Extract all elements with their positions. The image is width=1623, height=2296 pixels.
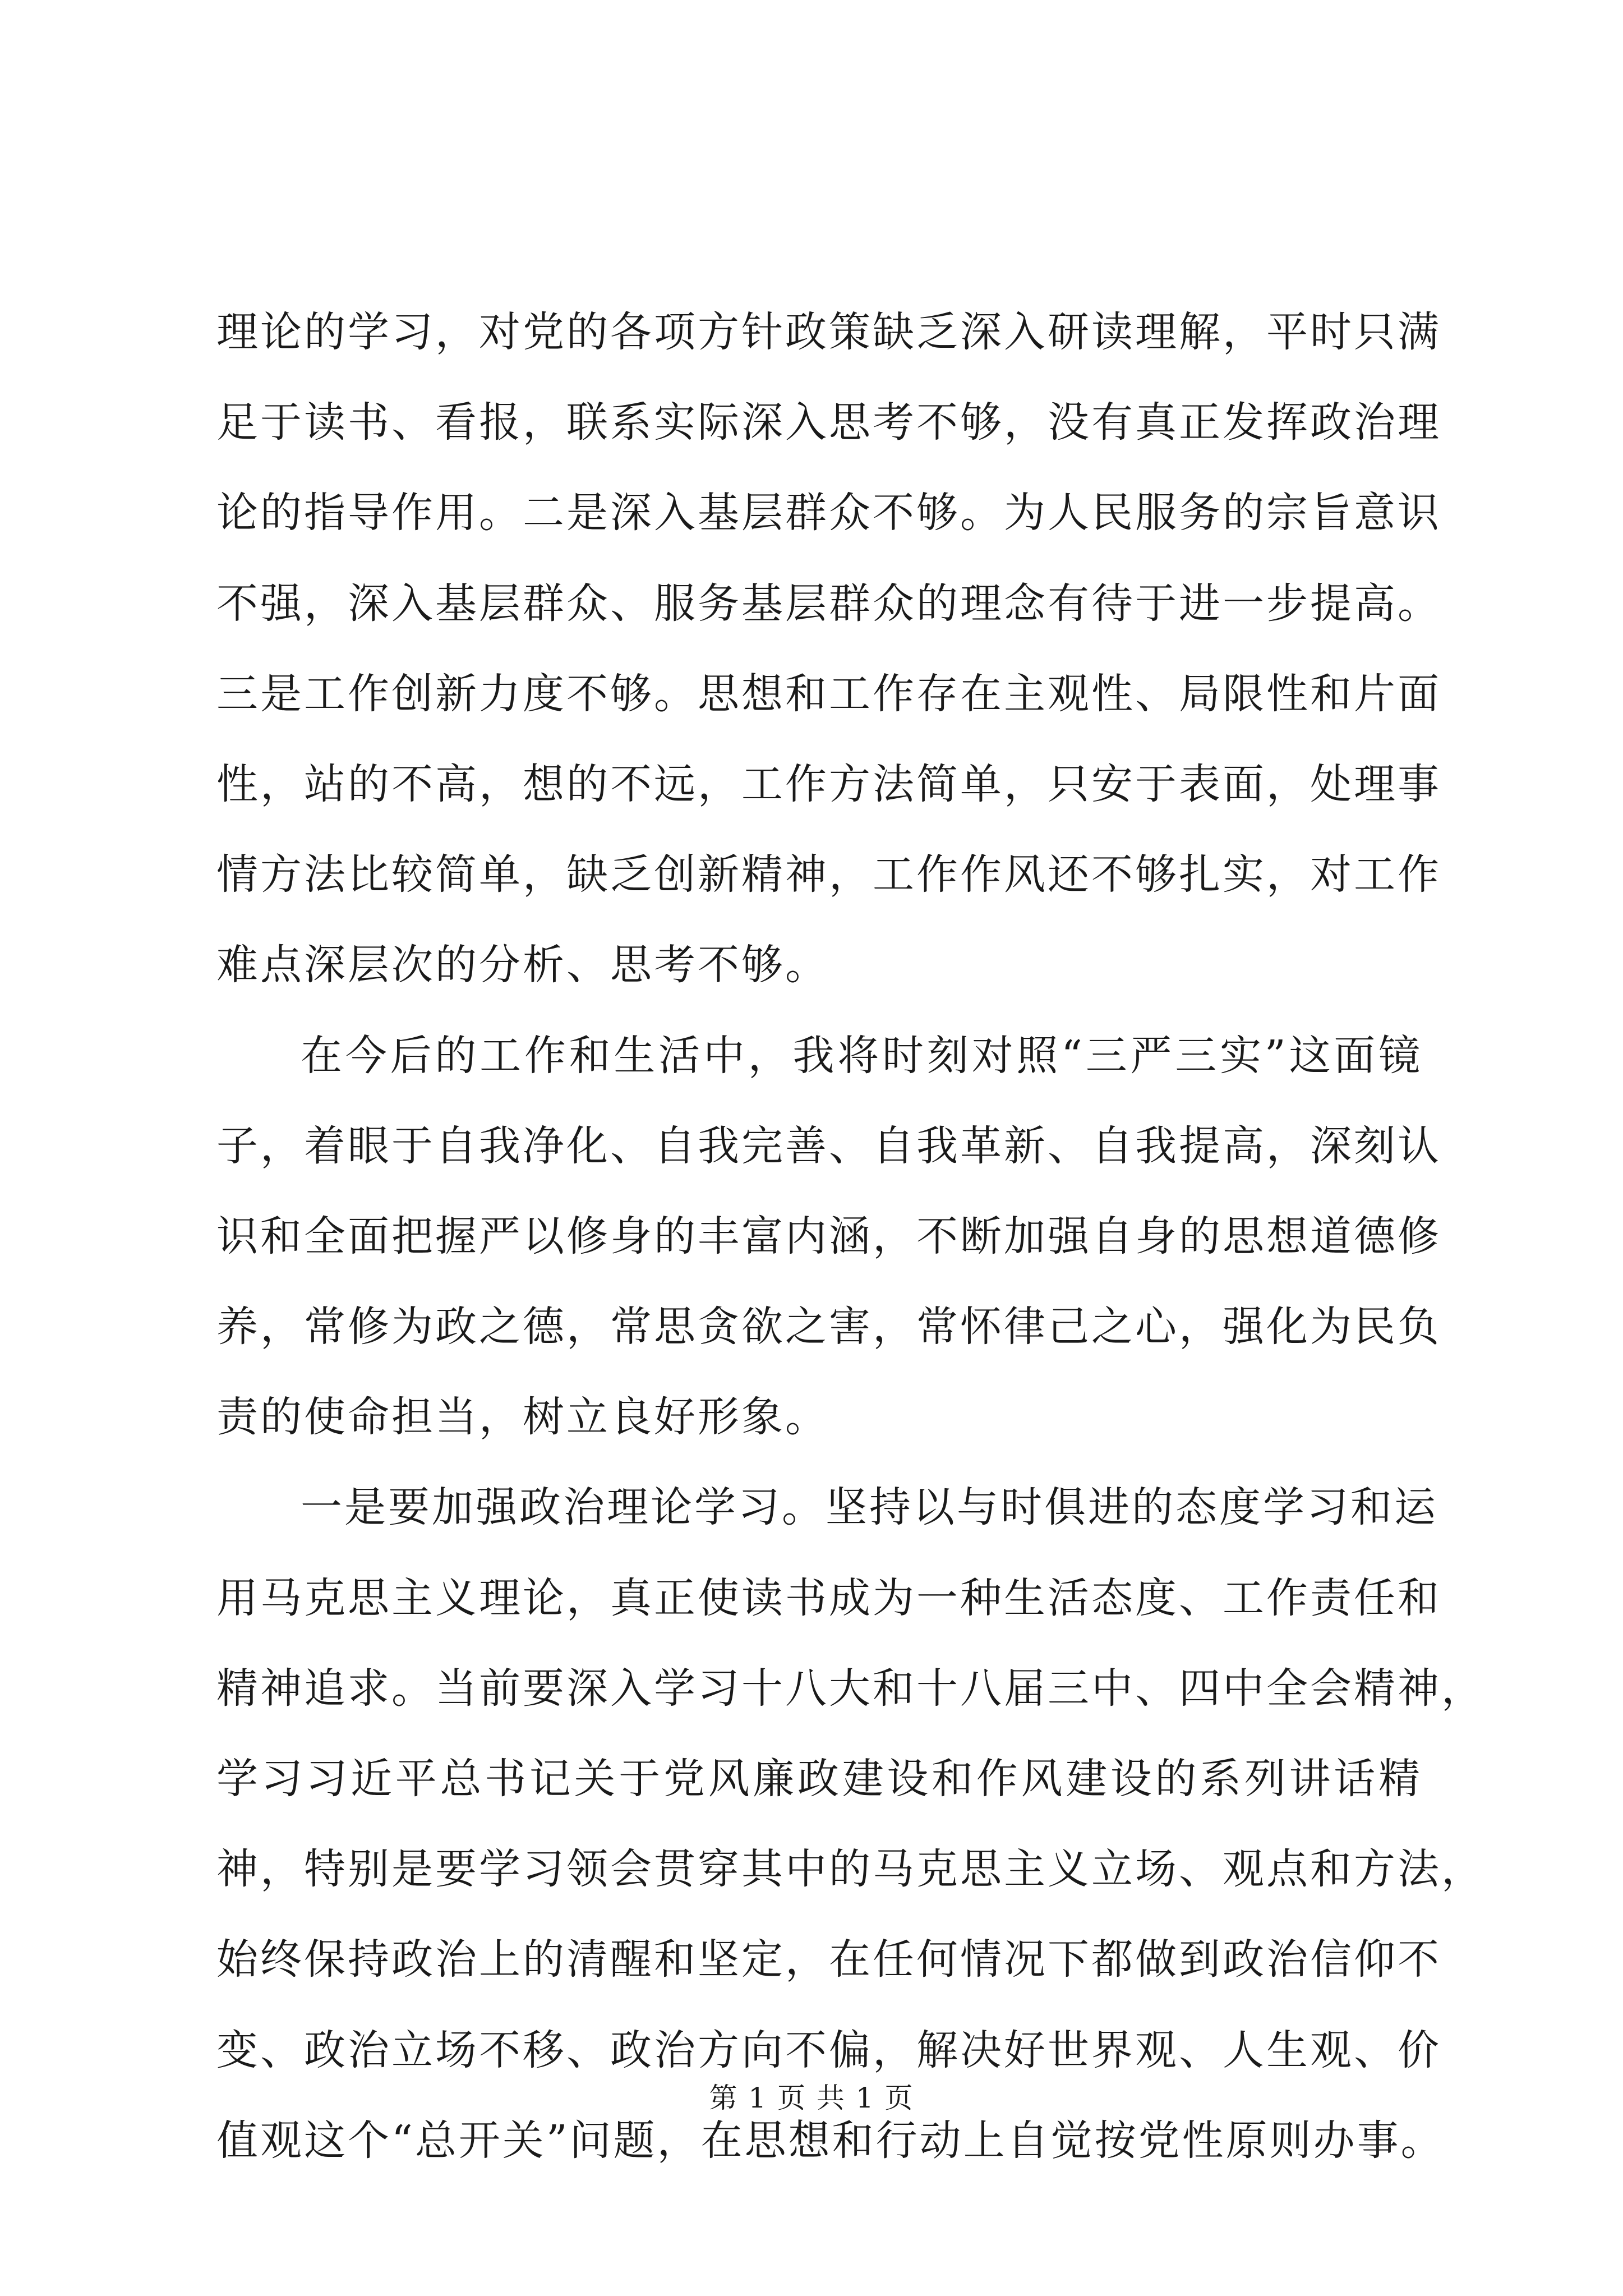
text-line: 足于读书、看报，联系实际深入思考不够，没有真正发挥政治理 xyxy=(216,398,1441,447)
text-line: 精神追求。当前要深入学习十八大和十八届三中、四中全会精神， xyxy=(216,1664,1485,1713)
document-body xyxy=(216,287,1485,2186)
text-line: 神，特别是要学习领会贯穿其中的马克思主义立场、观点和方法， xyxy=(216,1845,1485,1894)
page-footer: 第 1 页 共 1 页 xyxy=(709,2082,914,2114)
text-line: 责的使命担当，树立良好形象。 xyxy=(216,1393,829,1442)
text-line: 学习习近平总书记关于党风廉政建设和作风建设的系列讲话精 xyxy=(216,1755,1422,1803)
text-line: 理论的学习，对党的各项方针政策缺乏深入研读理解，平时只满 xyxy=(216,308,1441,356)
text-line: 难点深层次的分析、思考不够。 xyxy=(216,941,829,990)
text-line: 不强，深入基层群众、服务基层群众的理念有待于进一步提高。 xyxy=(216,579,1441,628)
text-line: 情方法比较简单，缺乏创新精神，工作作风还不够扎实，对工作 xyxy=(216,850,1441,899)
text-line: 在今后的工作和生活中，我将时刻对照“三严三实”这面镜 xyxy=(301,1031,1422,1080)
text-line: 子，着眼于自我净化、自我完善、自我革新、自我提高，深刻认 xyxy=(216,1121,1441,1170)
text-line: 三是工作创新力度不够。思想和工作存在主观性、局限性和片面 xyxy=(216,669,1441,718)
text-line: 性，站的不高，想的不远，工作方法简单，只安于表面，处理事 xyxy=(216,760,1441,808)
text-line: 变、政治立场不移、政治方向不偏，解决好世界观、人生观、价 xyxy=(216,2026,1441,2074)
text-line: 一是要加强政治理论学习。坚持以与时俱进的态度学习和运 xyxy=(301,1483,1438,1532)
text-line: 养，常修为政之德，常思贪欲之害，常怀律己之心，强化为民负 xyxy=(216,1303,1441,1351)
text-line: 论的指导作用。二是深入基层群众不够。为人民服务的宗旨意识 xyxy=(216,489,1441,537)
text-line: 识和全面把握严以修身的丰富内涵，不断加强自身的思想道德修 xyxy=(216,1212,1441,1260)
text-line: 始终保持政治上的清醒和坚定，在任何情况下都做到政治信仰不 xyxy=(216,1935,1441,1984)
text-line: 用马克思主义理论，真正使读书成为一种生活态度、工作责任和 xyxy=(216,1573,1441,1622)
text-line: 值观这个“总开关”问题，在思想和行动上自觉按党性原则办事。 xyxy=(216,2116,1445,2165)
